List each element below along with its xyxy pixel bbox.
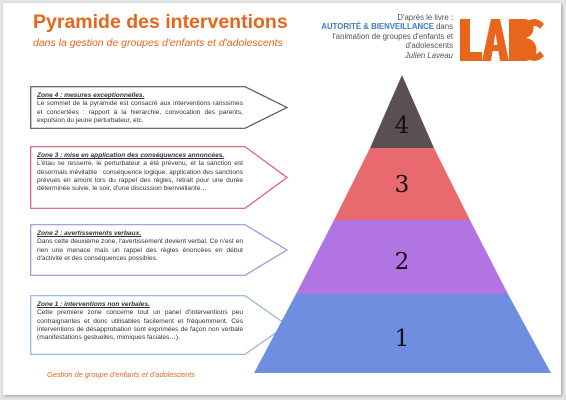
pyramid-label-2: 2 (394, 249, 410, 275)
intervention-pyramid (253, 75, 559, 375)
zone-1-callout (30, 295, 288, 355)
pyramid-label-3: 3 (394, 172, 410, 198)
book-title-suffix: dans (436, 22, 453, 32)
book-author: Julien Laveau (404, 50, 453, 60)
zone-3-text: L'étau se resserre, le perturbateur a été prévenu, et la sanction est désormais inévitable : conséquence logique, application des sanctions prévues en amont lors du rappel des règles, retrait pour une durée déterminée suivie, le soir, d'une discussion bienveillante… (37, 160, 243, 193)
book-subject-line-2: d'adolescents (405, 41, 453, 51)
labc-logo (458, 15, 546, 65)
book-subject-line: l'animation de groupes d'enfants et (332, 31, 453, 41)
zone-4-callout (30, 86, 288, 129)
zone-3-title: Zone 3 : mise en application des conséquences annoncées. (37, 152, 225, 159)
book-intro: D'après le livre : (397, 13, 453, 22)
zone-4-content (37, 92, 243, 125)
zone-2-content (37, 230, 243, 263)
book-reference (303, 13, 453, 60)
zone-1-content (37, 301, 243, 342)
zone-3-content (37, 152, 243, 193)
zone-1-text: Cette première zone concerne tout un panel d'interventions peu contraignantes et donc utilisables facilement et fréquemment. Ces interventions de désapprobation sont exprimées de façon non verbale (manifestations gestuelles, mimiques faciales…). (37, 309, 243, 342)
page (3, 3, 561, 395)
pyramid-label-4: 4 (394, 113, 410, 139)
page-title: Pyramide des interventions (33, 11, 288, 33)
zone-4-title: Zone 4 : mesures exceptionnelles. (37, 92, 145, 99)
zone-4-text: Le sommet de la pyramide est consacré aux interventions rarissimes et concertées : rapport à la hiérarchie, convocation des parents, expulsion du jeune perturbateur, etc. (37, 100, 243, 124)
footer-caption: Gestion de groupe d'enfants et d'adolescents (47, 370, 195, 379)
zone-2-title: Zone 2 : avertissements verbaux. (37, 230, 142, 237)
zone-2-text: Dans cette deuxième zone, l'avertissement devient verbal. Ce n'est en rien une menace mais un rappel des règles énoncées en début d'activité et des conséquences possibles. (37, 238, 243, 262)
pyramid-label-1: 1 (394, 326, 410, 352)
page-subtitle: dans la gestion de groupes d'enfants et d'adolescents (33, 37, 283, 49)
zone-2-callout (30, 224, 288, 276)
book-title-line (303, 22, 453, 31)
zone-1-title: Zone 1 : interventions non verbales. (37, 301, 150, 308)
book-title: AUTORITÉ & BIENVEILLANCE (321, 22, 434, 32)
zone-3-callout (30, 146, 288, 209)
